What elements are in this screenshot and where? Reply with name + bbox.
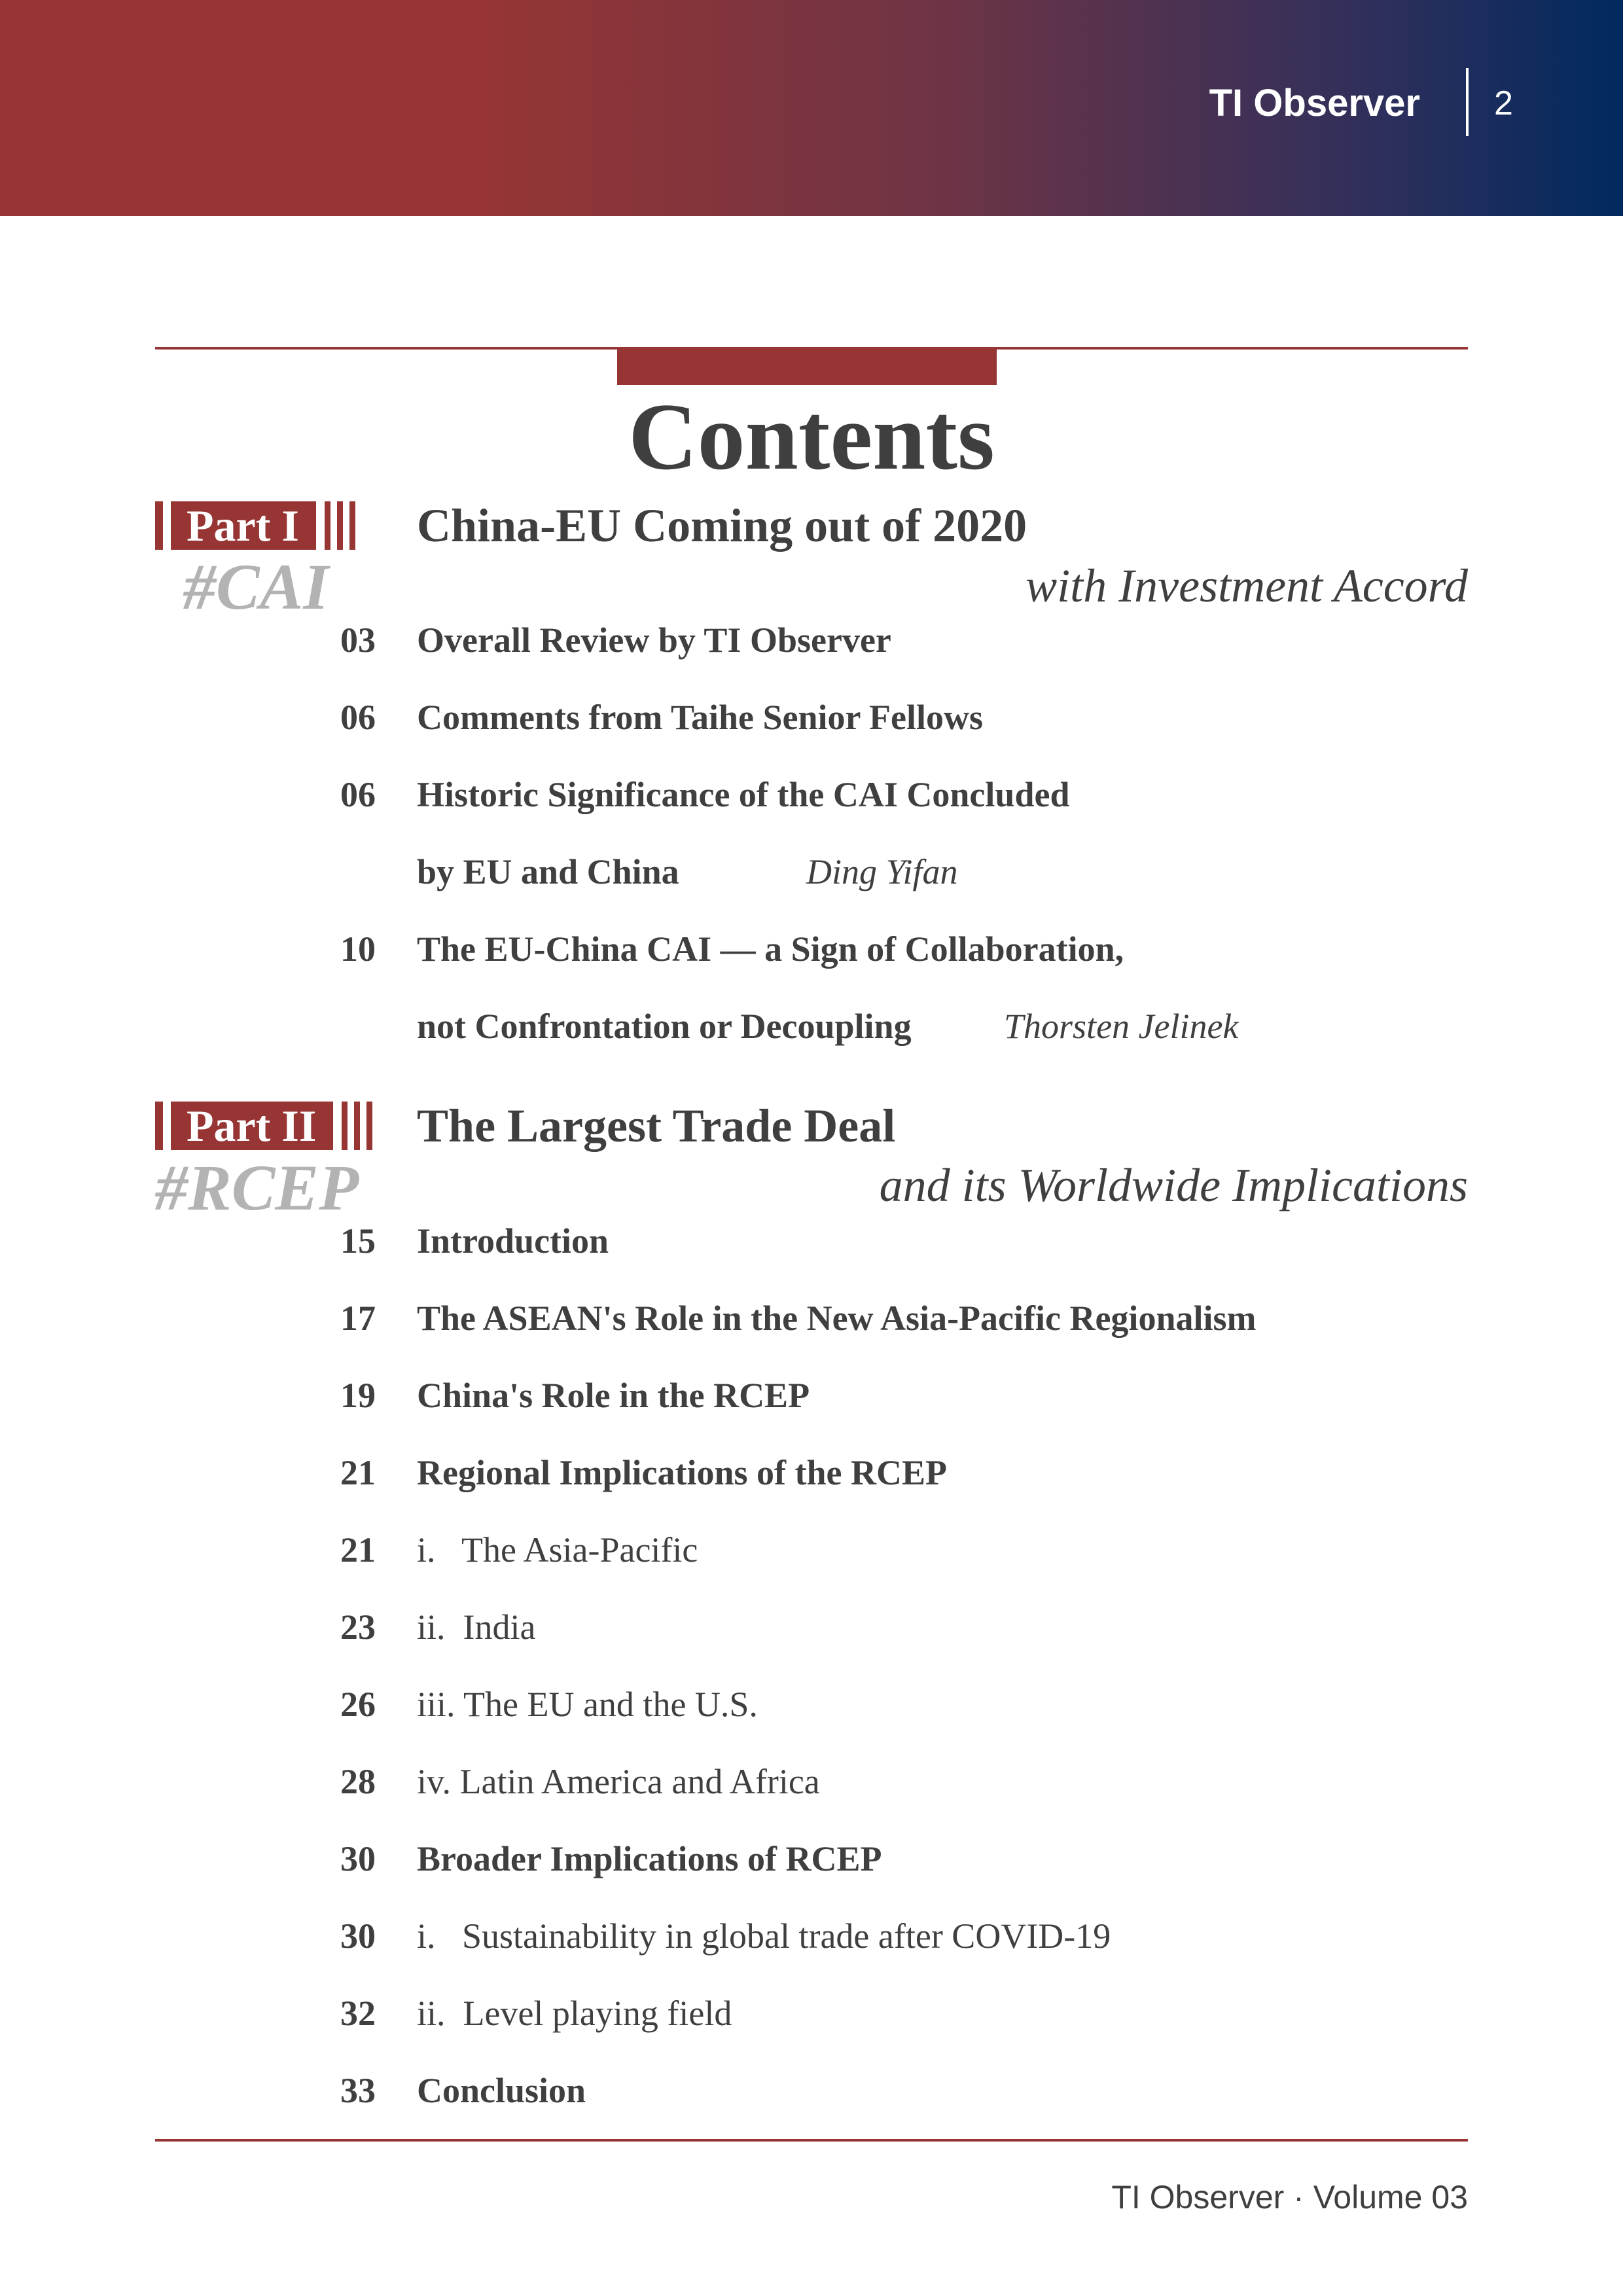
toc-entry-title: ii. India <box>417 1607 536 1647</box>
toc-entry-title: i. The Asia-Pacific <box>417 1530 698 1570</box>
toc-page-number: 21 <box>340 1453 376 1492</box>
toc-entry-title: The EU-China CAI — a Sign of Collaboration, <box>417 929 1124 969</box>
header-divider <box>1466 68 1469 136</box>
toc-page-number: 19 <box>340 1376 376 1415</box>
toc-entry-title: Introduction <box>417 1221 609 1261</box>
toc-entry[interactable] <box>0 2061 1623 2120</box>
toc-entry-title: i. Sustainability in global trade after COVID-19 <box>417 1916 1111 1956</box>
toc-entry-title: ii. Level playing field <box>417 1994 732 2033</box>
toc-page-number: 30 <box>340 1916 376 1956</box>
header-title: TI Observer <box>1209 82 1420 124</box>
toc-page-number: 26 <box>340 1685 376 1724</box>
header-page-number: 2 <box>1494 84 1513 122</box>
toc-entry[interactable] <box>0 1211 1623 1270</box>
part1-tag: #CAI <box>183 550 329 623</box>
part2-badge-label: Part II <box>171 1102 333 1150</box>
toc-entry[interactable] <box>0 1752 1623 1811</box>
part1-title: China-EU Coming out of 2020 <box>417 499 1027 552</box>
toc-entry[interactable] <box>0 1520 1623 1579</box>
toc-entry-continuation[interactable] <box>0 842 1623 901</box>
toc-page-number: 28 <box>340 1762 376 1801</box>
toc-entry-title: Regional Implications of the RCEP <box>417 1453 947 1492</box>
toc-entry[interactable] <box>0 1984 1623 2043</box>
part2-tag: #RCEP <box>155 1151 359 1224</box>
toc-entry-title: by EU and China <box>417 852 679 891</box>
title-accent-bar <box>617 347 997 385</box>
toc-entry-title: iii. The EU and the U.S. <box>417 1685 758 1724</box>
toc-entry[interactable] <box>0 1366 1623 1425</box>
toc-entry-title: Historic Significance of the CAI Concluded <box>417 775 1070 814</box>
part1-badge-label: Part I <box>171 501 316 550</box>
toc-entry-title: China's Role in the RCEP <box>417 1376 810 1415</box>
toc-entry[interactable] <box>0 688 1623 747</box>
toc-entry[interactable] <box>0 765 1623 824</box>
footer-volume: TI Observer · Volume 03 <box>1111 2179 1468 2215</box>
toc-entry-author: Ding Yifan <box>806 852 958 891</box>
toc-entry-continuation[interactable] <box>0 997 1623 1056</box>
toc-entry[interactable] <box>0 1598 1623 1657</box>
toc-entry-author: Thorsten Jelinek <box>1004 1007 1239 1046</box>
bottom-rule <box>155 2139 1468 2142</box>
toc-entry[interactable] <box>0 1675 1623 1734</box>
part1-badge <box>155 501 355 550</box>
toc-page-number: 03 <box>340 620 376 660</box>
toc-page-number: 06 <box>340 698 376 737</box>
toc-page-number: 15 <box>340 1221 376 1261</box>
toc-entry[interactable] <box>0 1829 1623 1888</box>
toc-entry-title: The ASEAN's Role in the New Asia-Pacific Regionalism <box>417 1299 1257 1338</box>
part1-subtitle: with Investment Accord <box>1026 560 1468 612</box>
toc-page-number: 32 <box>340 1994 376 2033</box>
toc-entry-title: Conclusion <box>417 2071 586 2110</box>
part2-title: The Largest Trade Deal <box>417 1100 896 1152</box>
toc-page-number: 21 <box>340 1530 376 1570</box>
part2-subtitle: and its Worldwide Implications <box>879 1159 1468 1211</box>
toc-entry[interactable] <box>0 1443 1623 1502</box>
toc-entry[interactable] <box>0 1289 1623 1348</box>
toc-entry[interactable] <box>0 611 1623 670</box>
toc-entry-title: not Confrontation or Decoupling <box>417 1007 912 1046</box>
toc-entry-title: Broader Implications of RCEP <box>417 1839 882 1878</box>
toc-entry[interactable] <box>0 920 1623 978</box>
toc-page-number: 06 <box>340 775 376 814</box>
toc-page-number: 23 <box>340 1607 376 1647</box>
toc-page-number: 30 <box>340 1839 376 1878</box>
page-title: Contents <box>628 384 995 490</box>
toc-entry-title: Comments from Taihe Senior Fellows <box>417 698 984 737</box>
toc-page-number: 10 <box>340 929 376 969</box>
toc-page-number: 17 <box>340 1299 376 1338</box>
toc-page-number: 33 <box>340 2071 376 2110</box>
toc-entry-title: Overall Review by TI Observer <box>417 620 891 660</box>
toc-entry[interactable] <box>0 1907 1623 1965</box>
part2-badge <box>155 1102 372 1150</box>
toc-entry-title: iv. Latin America and Africa <box>417 1762 820 1801</box>
